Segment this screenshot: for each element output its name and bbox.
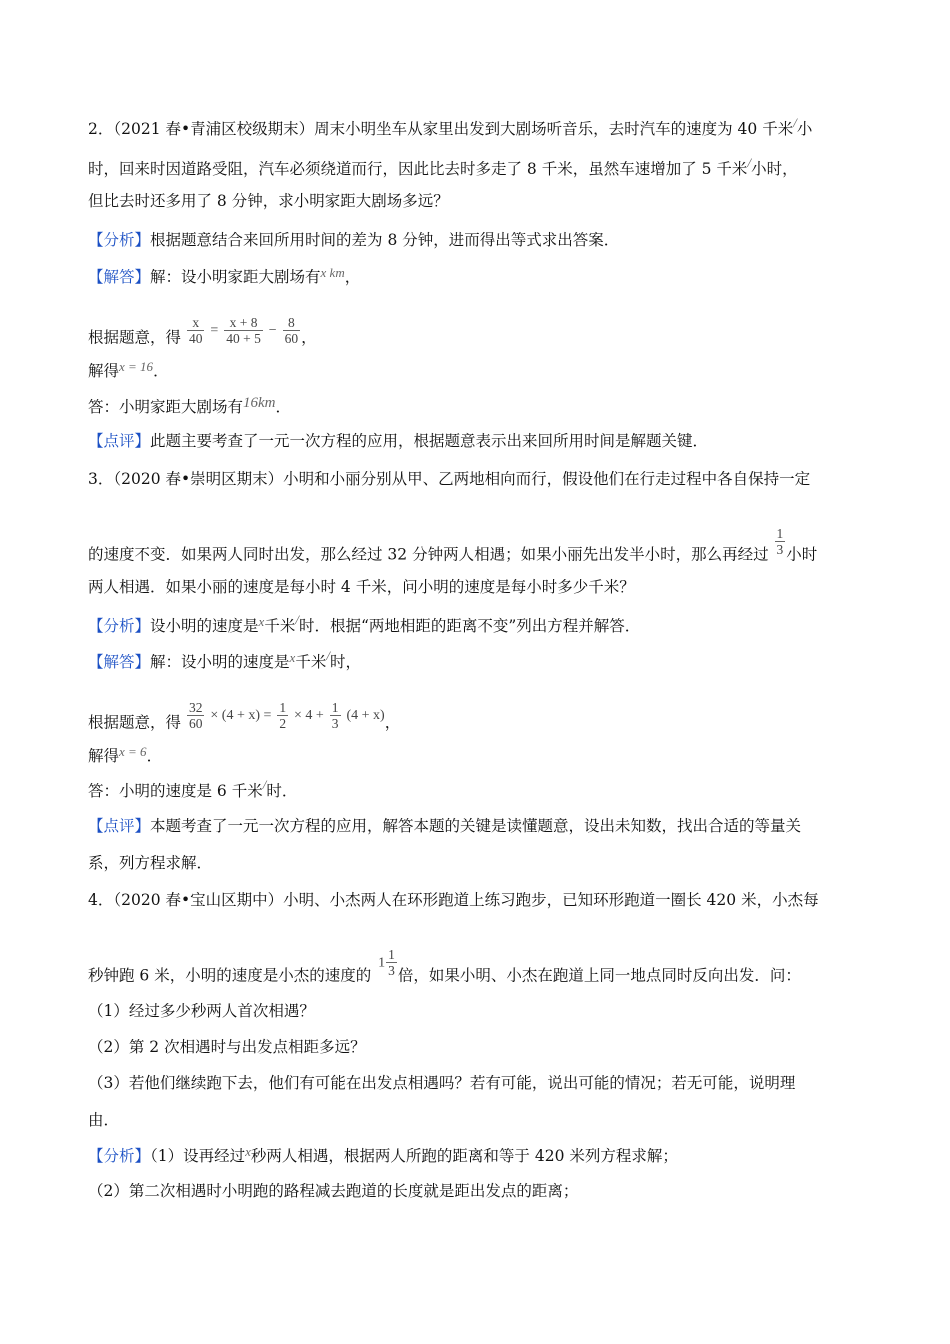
p2-answer: 答：小明家距大剧场有16km． — [88, 395, 292, 416]
p3-line1: 3．（2020 春•崇明区期末）小明和小丽分别从甲、乙两地相向而行，假设他们在行走过程中各自保持一定 — [88, 470, 811, 488]
p3-comment-line1: 【点评】本题考查了一元一次方程的应用，解答本题的关键是读懂题意，设出未知数，找出合适的等量关 — [88, 817, 802, 835]
p4-line1: 4．（2020 春•宝山区期中）小明、小杰两人在环形跑道上练习跑步，已知环形跑道一圈长 420 米，小杰每 — [88, 891, 819, 909]
p3-solve: 解得$^{x = 6}$． — [88, 744, 163, 765]
p2-comment: 【点评】此题主要考查了一元一次方程的应用，根据题意表示出来回所用时间是解题关键． — [88, 432, 709, 450]
p4-analysis2: （2）第二次相遇时小明跑的路程减去跑道的长度就是距出发点的距离； — [88, 1182, 579, 1200]
p3-equation: 根据题意，得 $\frac{32}{60}$ × (4 + x) = $\frac{1}{2}$ × 4 + $\frac{1}{3}$ (4 + x)， — [88, 700, 401, 732]
p4-mixed-fraction: 1 $\frac{1}{3}$ — [378, 947, 395, 978]
p3-answer: 答：小明的速度是 6 千米/时． — [88, 777, 298, 800]
p2-equation-formula: $\frac{x}{40}$ = $\frac{x + 8}{40 + 5}$ − $\frac{8}{60}$ — [188, 315, 299, 346]
p4-question3-line2: 由． — [88, 1111, 120, 1129]
p2-line2: 时，回来时因道路受阻，汽车必须绕道而行，因此比去时多走了 8 千米，虽然车速增加了 5 千米/小时， — [88, 155, 798, 178]
p3-line3: 两人相遇．如果小丽的速度是每小时 4 千米，问小明的速度是每小时多少千米？ — [88, 578, 635, 596]
p4-analysis1: 【分析】（1）设再经过$^x$秒两人相遇，根据两人所跑的距离和等于 420 米列方程求解； — [88, 1144, 678, 1165]
p4-question1: （1）经过多少秒两人首次相遇？ — [88, 1002, 315, 1020]
p2-solution-intro: 【解答】解：设小明家距大剧场有$^{x km}$， — [88, 265, 361, 286]
p3-line2: 的速度不变．如果两人同时出发，那么经过 32 分钟两人相遇；如果小丽先出发半小时，那么再经过 $\frac{1}{3}$ 小时 — [88, 526, 818, 564]
p2-equation: 根据题意，得 $\frac{x}{40}$ = $\frac{x + 8}{40 + 5}$ − $\frac{8}{60}$ ， — [88, 315, 317, 347]
p4-line2: 秒钟跑 6 米，小明的速度是小杰的速度的 1 $\frac{1}{3}$ 倍，如果小明、小杰在跑道上同一地点同时反向出发．问： — [88, 947, 801, 985]
p3-comment-line2: 系，列方程求解． — [88, 854, 213, 872]
p3-equation-formula: $\frac{32}{60}$ × (4 + x) = $\frac{1}{2}$ × 4 + $\frac{1}{3}$ (4 + x) — [188, 700, 385, 731]
p3-analysis: 【分析】设小明的速度是$^x$千米/时．根据“两地相距的距离不变”列出方程并解答． — [88, 612, 641, 635]
p3-one-third: $\frac{1}{3}$ — [776, 526, 784, 557]
comment-tag: 【点评】 — [88, 432, 151, 450]
analysis-tag: 【分析】 — [88, 231, 151, 249]
p2-line1: 2．（2021 春•青浦区校级期末）周末小明坐车从家里出发到大剧场听音乐，去时汽车的速度为 40 千米/小 — [88, 115, 813, 138]
p2-solve: 解得$^{x = 16}$． — [88, 359, 169, 380]
p2-analysis: 【分析】根据题意结合来回所用时间的差为 8 分钟，进而得出等式求出答案． — [88, 231, 620, 249]
p3-solution-intro: 【解答】解：设小明的速度是$^x$千米/时， — [88, 648, 361, 671]
solution-tag: 【解答】 — [88, 268, 151, 286]
p4-question2: （2）第 2 次相遇时与出发点相距多远？ — [88, 1038, 366, 1056]
p2-line3: 但比去时还多用了 8 分钟，求小明家距大剧场多远？ — [88, 192, 449, 210]
p4-question3-line1: （3）若他们继续跑下去，他们有可能在出发点相遇吗？若有可能，说出可能的情况；若无可能，说明理 — [88, 1074, 796, 1092]
